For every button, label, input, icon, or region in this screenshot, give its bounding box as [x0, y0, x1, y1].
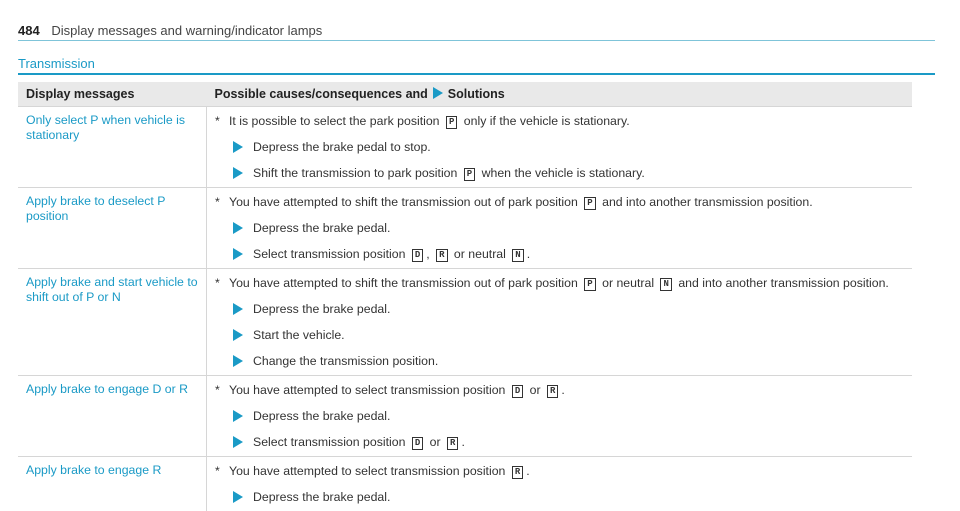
table-row	[18, 376, 912, 457]
cause-line: * You have attempted to shift the transmission out of park position P or neutral N and into another transmission position.	[215, 275, 904, 291]
display-message: Apply brake to deselect P position	[18, 188, 207, 269]
drive-position-icon: D	[412, 249, 423, 262]
drive-position-icon: D	[412, 437, 423, 450]
solution-step: Depress the brake pedal.	[233, 489, 904, 505]
reverse-position-icon: R	[512, 466, 523, 479]
cause-line: * You have attempted to shift the transmission out of park position P and into another transmission position.	[215, 194, 904, 210]
step-arrow-icon	[233, 222, 243, 234]
asterisk: *	[215, 113, 229, 129]
asterisk: *	[215, 194, 229, 210]
section-divider	[18, 73, 935, 75]
park-position-icon: P	[584, 278, 595, 291]
step-arrow-icon	[233, 355, 243, 367]
causes-solutions-cell	[207, 188, 913, 269]
solution-step: Start the vehicle.	[233, 327, 904, 343]
causes-solutions-cell	[207, 457, 913, 511]
step-arrow-icon	[233, 491, 243, 503]
asterisk: *	[215, 382, 229, 398]
causes-solutions-cell	[207, 269, 913, 376]
col-header-display-messages: Display messages	[18, 82, 207, 107]
section-title: Transmission	[18, 56, 95, 71]
neutral-position-icon: N	[512, 249, 523, 262]
table-row	[18, 107, 912, 188]
solution-step: Depress the brake pedal.	[233, 408, 904, 424]
page-header-title: Display messages and warning/indicator lamps	[51, 23, 322, 38]
step-arrow-icon	[233, 436, 243, 448]
causes-solutions-cell	[207, 376, 913, 457]
col-header-solutions-text: Solutions	[448, 87, 505, 101]
display-message: Apply brake to engage R	[18, 457, 207, 511]
solution-step: Select transmission position D or R .	[233, 434, 904, 450]
step-arrow-icon	[233, 167, 243, 179]
solution-step: Depress the brake pedal.	[233, 220, 904, 236]
solution-arrow-icon	[433, 87, 443, 99]
solution-step: Shift the transmission to park position P when the vehicle is stationary.	[233, 165, 904, 181]
table-row	[18, 188, 912, 269]
table-row	[18, 269, 912, 376]
drive-position-icon: D	[512, 385, 523, 398]
table-row	[18, 457, 912, 511]
park-position-icon: P	[464, 168, 475, 181]
solution-step: Change the transmission position.	[233, 353, 904, 369]
step-arrow-icon	[233, 303, 243, 315]
page-header	[18, 23, 322, 38]
cause-line: * You have attempted to select transmission position R .	[215, 463, 904, 479]
table-header-row	[18, 82, 912, 107]
display-message: Only select P when vehicle is stationary	[18, 107, 207, 188]
step-arrow-icon	[233, 248, 243, 260]
col-header-causes-solutions	[207, 82, 913, 107]
solution-step: Depress the brake pedal.	[233, 301, 904, 317]
display-message: Apply brake to engage D or R	[18, 376, 207, 457]
asterisk: *	[215, 275, 229, 291]
step-arrow-icon	[233, 410, 243, 422]
causes-solutions-cell	[207, 107, 913, 188]
neutral-position-icon: N	[660, 278, 671, 291]
reverse-position-icon: R	[547, 385, 558, 398]
page-number: 484	[18, 23, 40, 38]
step-arrow-icon	[233, 141, 243, 153]
park-position-icon: P	[584, 197, 595, 210]
reverse-position-icon: R	[447, 437, 458, 450]
asterisk: *	[215, 463, 229, 479]
cause-line: * You have attempted to select transmission position D or R .	[215, 382, 904, 398]
step-arrow-icon	[233, 329, 243, 341]
col-header-causes-text: Possible causes/consequences and	[215, 87, 428, 101]
messages-table	[18, 82, 912, 511]
park-position-icon: P	[446, 116, 457, 129]
header-divider	[18, 40, 935, 41]
reverse-position-icon: R	[436, 249, 447, 262]
display-message: Apply brake and start vehicle to shift out of P or N	[18, 269, 207, 376]
solution-step: Select transmission position D , R or neutral N .	[233, 246, 904, 262]
solution-step: Depress the brake pedal to stop.	[233, 139, 904, 155]
cause-line: * It is possible to select the park position P only if the vehicle is stationary.	[215, 113, 904, 129]
